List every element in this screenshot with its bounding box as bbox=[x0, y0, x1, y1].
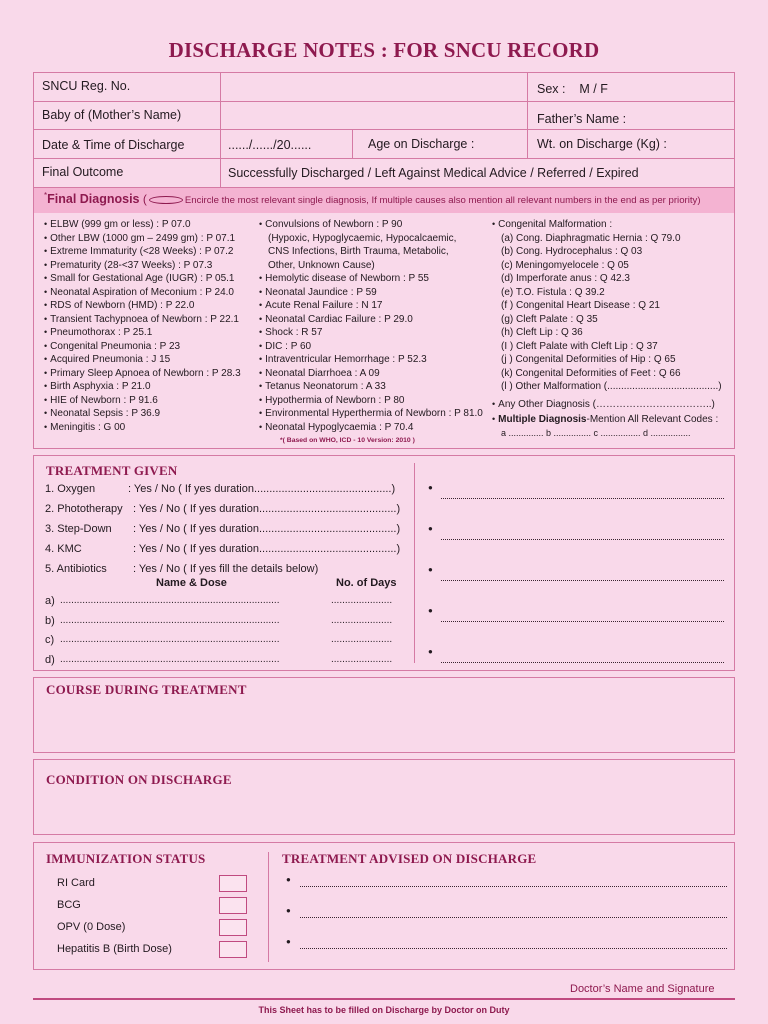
doctor-signature-label: Doctor’s Name and Signature bbox=[570, 983, 715, 995]
treatment-yes-no[interactable]: : Yes / No ( If yes duration.............................................) bbox=[128, 483, 396, 495]
diagnosis-instruction: Encircle the most relevant single diagnosis, If multiple causes also mention all relevant numbers in the end as per priority) bbox=[184, 195, 701, 206]
malformation-option[interactable]: (j ) Congenital Deformities of Hip : Q 65 bbox=[501, 354, 676, 365]
antibiotic-days-field[interactable]: ...................... bbox=[331, 595, 393, 606]
diagnosis-option[interactable]: • Extreme Immaturity (<28 Weeks) : P 07.2 bbox=[44, 245, 241, 259]
diagnosis-heading: *Final Diagnosis ( Encircle the most relevant single diagnosis, If multiple causes also mention all relevant numbers in the end as per priority) bbox=[44, 191, 701, 206]
condition-on-discharge-box[interactable] bbox=[33, 759, 735, 835]
treatment-divider bbox=[414, 463, 415, 663]
treatment-name: 1. Oxygen bbox=[45, 483, 96, 495]
treatment-yes-no[interactable]: : Yes / No ( If yes duration.............................................) bbox=[133, 543, 401, 555]
page-title: DISCHARGE NOTES : FOR SNCU RECORD bbox=[168, 38, 600, 62]
treatment-name: 5. Antibiotics bbox=[45, 563, 107, 575]
antibiotic-days-header: No. of Days bbox=[336, 577, 397, 589]
diagnosis-option[interactable]: • Meningitis : G 00 bbox=[44, 421, 241, 435]
diagnosis-option[interactable]: • Acquired Pneumonia : J 15 bbox=[44, 353, 241, 367]
antibiotic-row-label: b) bbox=[45, 614, 55, 627]
treatment-yes-no[interactable]: : Yes / No ( If yes fill the details below) bbox=[133, 563, 319, 575]
diagnosis-option[interactable]: • Pneumothorax : P 25.1 bbox=[44, 326, 241, 340]
diagnosis-option[interactable]: • Convulsions of Newborn : P 90 bbox=[259, 218, 483, 232]
antibiotic-days-field[interactable]: ...................... bbox=[331, 614, 393, 626]
bullet-icon: ● bbox=[428, 606, 433, 615]
antibiotic-name-dose-field[interactable]: ............................................................................... bbox=[60, 634, 280, 645]
diagnosis-col-2: • Convulsions of Newborn : P 90 (Hypoxic, Hypoglycaemic, Hypocalcaemic, CNS Infections, Birth Trauma, Metabolic, Other, Unknown Cause) • Hemolytic disease of Newborn : P 55 • Neonatal Jaundice : P 59 • Acute Renal Failure : N 17 • Neonatal Cardiac Failure : P 29.0 • Shock : R 57 • DIC : P 60 • Intraventricular Hemorrhage : P 52.3 • Neonatal Diarrhoea : A 09 • Tetanus Neonatorum : A 33 • Hypothermia of Newborn : P 80 • Environmental Hyperthermia of Newborn : P 81.0 • Neonatal Hypoglycaemia : P 70.4 bbox=[259, 218, 483, 434]
diagnosis-option[interactable]: • Acute Renal Failure : N 17 bbox=[259, 299, 483, 313]
treatment-note-line[interactable] bbox=[441, 498, 724, 499]
advised-line[interactable] bbox=[300, 948, 727, 949]
diagnosis-option[interactable]: • Neonatal Sepsis : P 36.9 bbox=[44, 407, 241, 421]
multiple-diagnosis[interactable]: • Multiple Diagnosis-Mention All Relevant Codes : bbox=[492, 413, 722, 427]
diagnosis-option[interactable]: • Small for Gestational Age (IUGR) : P 05.1 bbox=[44, 272, 241, 286]
final-outcome-label: Final Outcome bbox=[42, 165, 124, 179]
icd-note: *( Based on WHO, ICD - 10 Version: 2010 ) bbox=[280, 437, 415, 444]
treatment-given-title: TREATMENT GIVEN bbox=[46, 463, 178, 478]
malformation-option[interactable]: (c) Meningomyelocele : Q 05 bbox=[501, 259, 629, 271]
antibiotic-days-field[interactable]: ...................... bbox=[331, 653, 393, 665]
antibiotic-row-label: d) bbox=[45, 653, 55, 666]
malformation-option[interactable]: (l ) Other Malformation (........................................) bbox=[501, 381, 722, 392]
bullet-icon: ● bbox=[428, 647, 433, 656]
treatment-note-line[interactable] bbox=[441, 539, 724, 540]
diagnosis-option[interactable]: • Congenital Pneumonia : P 23 bbox=[44, 340, 241, 354]
immunization-label: OPV (0 Dose) bbox=[57, 921, 126, 933]
discharge-datetime-label: Date & Time of Discharge bbox=[42, 138, 185, 152]
malformation-option[interactable]: (a) Cong. Diaphragmatic Hernia : Q 79.0 bbox=[501, 232, 681, 244]
bullet-icon: ● bbox=[428, 483, 433, 492]
treatment-yes-no[interactable]: : Yes / No ( If yes duration.............................................) bbox=[133, 503, 401, 515]
antibiotic-row-label: c) bbox=[45, 634, 55, 646]
final-outcome-options[interactable]: Successfully Discharged / Left Against Medical Advice / Referred / Expired bbox=[228, 166, 639, 180]
bullet-icon: ● bbox=[286, 875, 291, 884]
any-other-diagnosis[interactable]: • Any Other Diagnosis (……………………………..) bbox=[492, 398, 722, 412]
immunization-checkbox[interactable] bbox=[219, 897, 247, 914]
sex-field[interactable]: Sex : M / F bbox=[537, 82, 608, 96]
diagnosis-option[interactable]: • Neonatal Diarrhoea : A 09 bbox=[259, 367, 483, 381]
encircle-icon bbox=[149, 196, 183, 204]
diagnosis-option[interactable]: • HIE of Newborn : P 91.6 bbox=[44, 394, 241, 408]
footer-line bbox=[33, 998, 735, 1000]
reg-no-field[interactable] bbox=[222, 74, 525, 100]
diagnosis-option[interactable]: • Hypothermia of Newborn : P 80 bbox=[259, 394, 483, 408]
diagnosis-option[interactable]: • Hemolytic disease of Newborn : P 55 bbox=[259, 272, 483, 286]
immunization-label: RI Card bbox=[57, 877, 95, 889]
immunization-checkbox[interactable] bbox=[219, 941, 247, 958]
multiple-diagnosis-codes[interactable]: a .............. b ............... c ................ d ................ bbox=[501, 427, 691, 438]
malformation-option[interactable]: (g) Cleft Palate : Q 35 bbox=[501, 313, 598, 325]
diagnosis-option[interactable]: • Prematurity (28-<37 Weeks) : P 07.3 bbox=[44, 259, 241, 273]
immunization-checkbox[interactable] bbox=[219, 875, 247, 892]
diagnosis-option[interactable]: • RDS of Newborn (HMD) : P 22.0 bbox=[44, 299, 241, 313]
malformation-option[interactable]: (f ) Congenital Heart Disease : Q 21 bbox=[501, 300, 660, 311]
treatment-note-line[interactable] bbox=[441, 662, 724, 663]
immunization-checkbox[interactable] bbox=[219, 919, 247, 936]
diagnosis-option[interactable]: • Neonatal Cardiac Failure : P 29.0 bbox=[259, 313, 483, 327]
diagnosis-option[interactable]: • Birth Asphyxia : P 21.0 bbox=[44, 380, 241, 394]
diagnosis-col-3 bbox=[492, 218, 722, 440]
diagnosis-option[interactable]: • DIC : P 60 bbox=[259, 340, 483, 354]
diagnosis-option[interactable]: • Congenital Malformation : bbox=[492, 218, 722, 232]
immunization-status-title: IMMUNIZATION STATUS bbox=[46, 851, 206, 866]
antibiotic-name-dose-field[interactable]: ............................................................................... bbox=[60, 614, 280, 626]
treatment-advised-title: TREATMENT ADVISED ON DISCHARGE bbox=[282, 851, 537, 866]
malformation-option[interactable]: (I ) Cleft Palate with Cleft Lip : Q 37 bbox=[501, 340, 658, 352]
advised-line[interactable] bbox=[300, 917, 727, 918]
diagnosis-option[interactable]: • Tetanus Neonatorum : A 33 bbox=[259, 380, 483, 394]
final-diagnosis-label: Final Diagnosis bbox=[47, 192, 140, 206]
diagnosis-option[interactable]: • Shock : R 57 bbox=[259, 326, 483, 340]
discharge-date-field[interactable]: ....../....../20...... bbox=[228, 138, 312, 152]
antibiotic-name-dose-field[interactable]: ............................................................................... bbox=[60, 595, 280, 606]
diagnosis-option[interactable]: • Neonatal Hypoglycaemia : P 70.4 bbox=[259, 421, 483, 435]
diagnosis-option[interactable]: • Neonatal Aspiration of Meconium : P 24.0 bbox=[44, 286, 241, 300]
treatment-name: 3. Step-Down bbox=[45, 523, 112, 535]
treatment-name: 2. Phototherapy bbox=[45, 503, 123, 515]
antibiotic-name-dose-field[interactable]: ............................................................................... bbox=[60, 653, 280, 665]
malformation-option[interactable]: (d) Imperforate anus : Q 42.3 bbox=[501, 273, 630, 284]
diagnosis-option[interactable]: • Environmental Hyperthermia of Newborn : P 81.0 bbox=[259, 407, 483, 421]
diagnosis-option[interactable]: • Intraventricular Hemorrhage : P 52.3 bbox=[259, 353, 483, 367]
course-during-treatment-title: COURSE DURING TREATMENT bbox=[46, 682, 247, 697]
bullet-icon: ● bbox=[286, 906, 291, 915]
reg-no-label: SNCU Reg. No. bbox=[42, 79, 131, 93]
diagnosis-option[interactable]: • Other LBW (1000 gm – 2499 gm) : P 07.1 bbox=[44, 232, 241, 246]
treatment-note-line[interactable] bbox=[441, 580, 724, 581]
diagnosis-col-1 bbox=[44, 218, 241, 434]
immunization-label: Hepatitis B (Birth Dose) bbox=[57, 943, 172, 955]
treatment-name: 4. KMC bbox=[45, 543, 82, 555]
fathers-name-field[interactable]: Father’s Name : bbox=[537, 112, 627, 126]
bullet-icon: ● bbox=[428, 524, 433, 533]
diagnosis-option[interactable]: • Neonatal Jaundice : P 59 bbox=[259, 286, 483, 300]
immunization-label: BCG bbox=[57, 899, 81, 911]
malformation-option[interactable]: (k) Congenital Deformities of Feet : Q 66 bbox=[501, 367, 681, 379]
bullet-icon: ● bbox=[286, 937, 291, 946]
treatment-note-line[interactable] bbox=[441, 621, 724, 622]
malformation-option[interactable]: (h) Cleft Lip : Q 36 bbox=[501, 327, 583, 338]
diagnosis-option[interactable]: • ELBW (999 gm or less) : P 07.0 bbox=[44, 218, 241, 232]
footer-note: This Sheet has to be filled on Discharge by Doctor on Duty bbox=[258, 1005, 510, 1015]
antibiotic-row-label: a) bbox=[45, 595, 55, 607]
advised-line[interactable] bbox=[300, 886, 727, 887]
malformation-option[interactable]: (b) Cong. Hydrocephalus : Q 03 bbox=[501, 246, 643, 257]
antibiotic-name-header: Name & Dose bbox=[156, 577, 227, 589]
diagnosis-option[interactable]: • Transient Tachypnoea of Newborn : P 22.1 bbox=[44, 313, 241, 327]
condition-on-discharge-title: CONDITION ON DISCHARGE bbox=[46, 772, 232, 787]
age-on-discharge-field[interactable]: Age on Discharge : bbox=[368, 137, 475, 151]
mother-name-field[interactable] bbox=[222, 103, 525, 128]
baby-of-label: Baby of (Mother’s Name) bbox=[42, 108, 182, 122]
diagnosis-option[interactable]: • Primary Sleep Apnoea of Newborn : P 28.3 bbox=[44, 367, 241, 381]
weight-on-discharge-field[interactable]: Wt. on Discharge (Kg) : bbox=[537, 137, 667, 151]
bullet-icon: ● bbox=[428, 565, 433, 574]
malformation-option[interactable]: (e) T.O. Fistula : Q 39.2 bbox=[501, 286, 605, 298]
antibiotic-days-field[interactable]: ...................... bbox=[331, 634, 393, 645]
treatment-yes-no[interactable]: : Yes / No ( If yes duration.............................................) bbox=[133, 523, 401, 535]
